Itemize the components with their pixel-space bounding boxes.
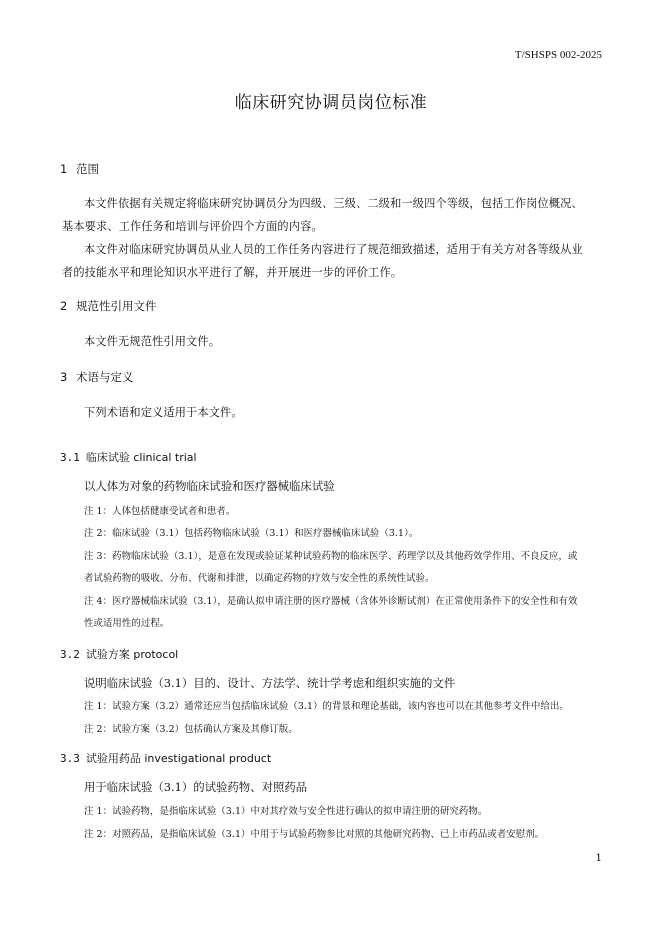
note-line: 注 2：临床试验（3.1）包括药物临床试验（3.1）和医疗器械临床试验（3.1）。 xyxy=(84,528,419,539)
note-line: 注 1：人体包括健康受试者和患者。 xyxy=(84,506,236,517)
note-line: 注 4：医疗器械临床试验（3.1），是确认拟申请注册的医疗器械（含体外诊断试剂）在正常使用条件下的安全性和有效 xyxy=(84,596,578,607)
section-heading-2 xyxy=(60,298,157,314)
page-title: 临床研究协调员岗位标准 xyxy=(234,93,428,113)
note-line: 注 1：试验方案（3.2）通常还应当包括临床试验（3.1）的背景和理论基础，该内容也可以在其他参考文件中给出。 xyxy=(84,701,569,712)
section-number: 3 xyxy=(60,370,68,384)
term-heading-3-1 xyxy=(60,449,197,465)
paragraph-line: 本文件依据有关规定将临床研究协调员分为四级、三级、二级和一级四个等级，包括工作岗位概况、 xyxy=(84,197,583,210)
note-line: 注 1：试验药物，是指临床试验（3.1）中对其疗效与安全性进行确认的拟申请注册的研究药物。 xyxy=(84,806,488,817)
note-line: 性或适用性的过程。 xyxy=(84,618,170,629)
section-number: 2 xyxy=(60,299,68,313)
section-heading-1 xyxy=(60,161,99,177)
term-definition: 说明临床试验（3.1）目的、设计、方法学、统计学考虑和组织实施的文件 xyxy=(84,676,456,690)
term-number: 3.1 xyxy=(60,451,80,464)
term-heading-3-2 xyxy=(60,646,178,662)
paragraph-line: 本文件无规范性引用文件。 xyxy=(84,335,221,348)
term-title: 试验用药品 investigational product xyxy=(85,752,272,765)
paragraph-line: 下列术语和定义适用于本文件。 xyxy=(84,406,243,419)
term-definition: 以人体为对象的药物临床试验和医疗器械临床试验 xyxy=(84,479,335,493)
note-line: 注 2：对照药品，是指临床试验（3.1）中用于与试验药物参比对照的其他研究药物、已上市药品或者安慰剂。 xyxy=(84,829,545,840)
note-line: 注 2：试验方案（3.2）包括确认方案及其修订版。 xyxy=(84,724,298,735)
note-line: 注 3：药物临床试验（3.1），是意在发现或验证某种试验药物的临床医学、药理学以及其他药效学作用、不良反应，或 xyxy=(84,551,578,562)
paragraph-line: 本文件对临床研究协调员从业人员的工作任务内容进行了规范细致描述，适用于有关方对各等级从业 xyxy=(84,243,583,256)
term-heading-3-3 xyxy=(60,750,271,766)
term-title: 临床试验 clinical trial xyxy=(85,451,197,464)
section-title: 范围 xyxy=(76,162,99,176)
document-code: T/SHSPS 002-2025 xyxy=(514,49,602,61)
page-number: 1 xyxy=(595,852,602,864)
term-number: 3.3 xyxy=(60,752,80,765)
section-title: 规范性引用文件 xyxy=(76,299,157,313)
term-title: 试验方案 protocol xyxy=(85,648,179,661)
paragraph-line: 基本要求、工作任务和培训与评价四个方面的内容。 xyxy=(62,220,323,233)
term-definition: 用于临床试验（3.1）的试验药物、对照药品 xyxy=(84,780,308,794)
section-number: 1 xyxy=(60,162,68,176)
note-line: 者试验药物的吸收、分布、代谢和排泄，以确定药物的疗效与安全性的系统性试验。 xyxy=(84,573,435,584)
section-heading-3 xyxy=(60,369,134,385)
section-title: 术语与定义 xyxy=(76,370,134,384)
term-number: 3.2 xyxy=(60,648,80,661)
paragraph-line: 者的技能水平和理论知识水平进行了解，并开展进一步的评价工作。 xyxy=(62,266,403,279)
